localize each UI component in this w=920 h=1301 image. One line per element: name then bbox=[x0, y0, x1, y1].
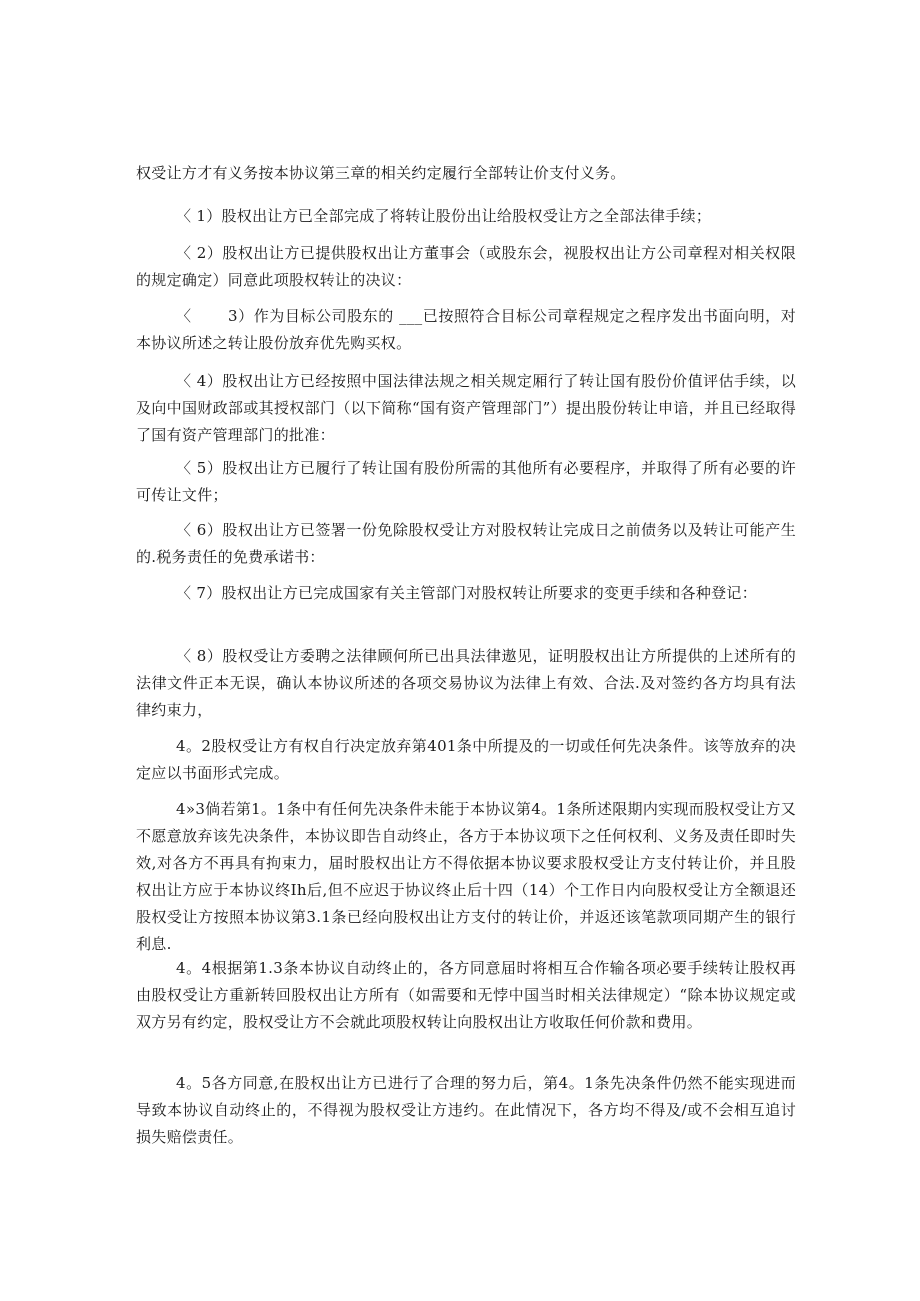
paragraph-condition-8: 〈 8）股权受让方委聘之法律顾何所已出具法律遨见，证明股权出让方所提供的上述所有的法律文件正本无误，确认本协议所述的各项交易协议为法律上有效、合法.及对签约各方均具有法律约束力， bbox=[136, 647, 796, 719]
paragraph-condition-7: 〈 7）股权出让方已完成国家有关主管部门对股权转让所要求的变更手续和各种登记： bbox=[176, 584, 758, 602]
paragraph-4-2: 4。2股权受让方有权自行决定放弃第401条中所提及的一切或任何先决条件。该等放弃的决定应以书面形式完成。 bbox=[136, 737, 796, 782]
paragraph-condition-3: 〈 3）作为目标公司股东的 ___已按照符合目标公司章程规定之程序发出书面向明，对本协议所述之转让股份放弃优先购买权。 bbox=[136, 307, 796, 352]
paragraph-continuation: 权受让方才有义务按本协议第三章的相关约定履行全部转让价支付义务。 bbox=[136, 164, 626, 182]
paragraph-condition-4: 〈 4）股权出让方已经按照中国法律法规之相关规定厢行了转让国有股份价值评估手续，以及向中国财政部或其授权部门（以下简称“国有资产管理部门”）提出股份转让申谙，并且已经取得了国有资产管理部门的批准： bbox=[136, 372, 796, 444]
paragraph-4-4: 4。4根据第1.3条本协议自动终止的，各方同意届时将相互合作输各项必要手续转让股权再由股权受让方重新转回股权出让方所有（如需要和无悖中国当时相关法律规定）“除本协议规定或双方另有约定，股权受让方不会就此项股权转让向股权出让方收取任何价款和费用。 bbox=[136, 959, 796, 1031]
paragraph-condition-5: 〈 5）股权出让方已履行了转让国有股份所需的其他所有必要程序，并取得了所有必要的许可传让文件； bbox=[136, 459, 796, 504]
paragraph-condition-6: 〈 6）股权出让方已签署一份免除股权受让方对股权转让完成日之前债务以及转让可能产生的.税务责任的免费承诺书： bbox=[136, 521, 796, 566]
paragraph-4-3: 4»3倘若第1。1条中有任何先决条件未能于本协议第4。1条所述限期内实现而股权受让方又不愿意放弃该先决条件，本协议即告自动终止，各方于本协议项下之任何权利、义务及责任即时失效,对各方不再具有拘束力，届时股权出让方不得依据本协议要求股权受让方支付转让价，并且股权出让方应于本协议终Ih后,但不应迟于协议终止后十四（14）个工作日内向股权受让方全额退还股权受让方按照本协议第3.1条已经向股权出让方支付的转让价，并返还该笔款项同期产生的银行利息. bbox=[136, 800, 796, 953]
paragraph-condition-2: 〈 2）股权出让方已提供股权出让方董事会（或股东会，视股权出让方公司章程对相关权限的规定确定）同意此项股权转让的决议： bbox=[136, 244, 796, 289]
paragraph-condition-1: 〈 1）股权出让方已全部完成了将转让股份出让给股权受让方之全部法律手续； bbox=[176, 207, 712, 225]
paragraph-4-5: 4。5各方同意,在股权出让方已进行了合理的努力后，第4。1条先决条件仍然不能实现进而导致本协议自动终止的，不得视为股权受让方违约。在此情况下，各方均不得及/或不会相互追讨损失赔偿责任。 bbox=[136, 1074, 796, 1146]
